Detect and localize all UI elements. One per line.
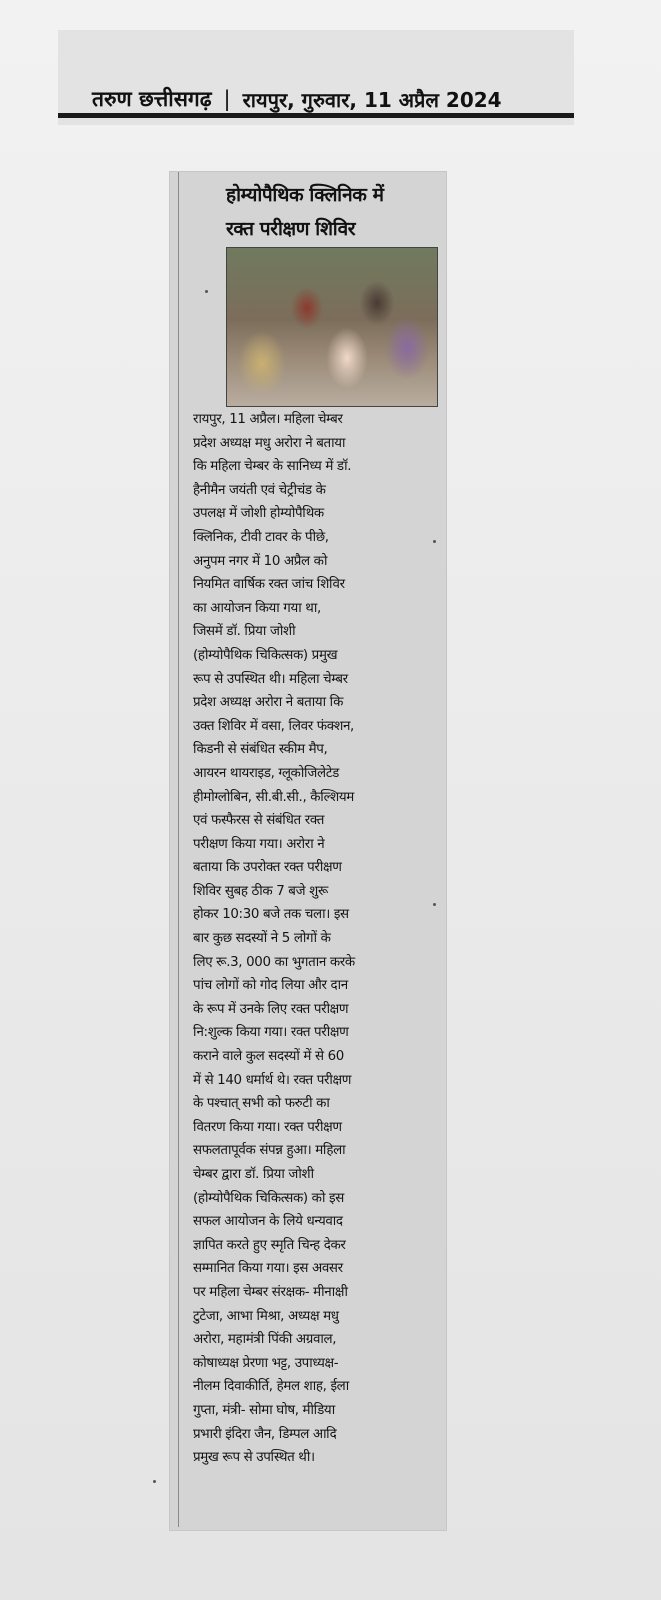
article-headline [226,178,438,246]
speck [153,1480,156,1483]
masthead-separator: | [223,87,231,111]
article-body: रायपुर, 11 अप्रैल। महिला चेम्बर प्रदेश अध्यक्ष मधु अरोरा ने बताया कि महिला चेम्बर के सानिध्य में डॉ. हैनीमैन जयंती एवं चेट्रीचंड के उपलक्ष में जोशी होम्योपैथिक क्लिनिक, टीवी टावर के पीछे, अनुपम नगर में 10 अप्रैल को नियमित वार्षिक रक्त जांच शिविर का आयोजन किया गया था, जिसमें डॉ. प्रिया जोशी (होम्योपैथिक चिकित्सक) प्रमुख रूप से उपस्थित थी। महिला चेम्बर प्रदेश अध्यक्ष अरोरा ने बताया कि उक्त शिविर में वसा, लिवर फंक्शन, किडनी से संबंधित स्कीम मैप, आयरन थायराइड, ग्लूकोजिलेटेड हीमोग्लोबिन, सी.बी.सी., कैल्शियम एवं फस्फैरस से संबंधित रक्त परीक्षण किया गया। अरोरा ने बताया कि उपरोक्त रक्त परीक्षण शिविर सुबह ठीक 7 बजे शुरू होकर 10:30 बजे तक चला। इस बार कुछ सदस्यों ने 5 लोगों के लिए रू.3, 000 का भुगतान करके पांच लोगों को गोद लिया और दान के रूप में उनके लिए रक्त परीक्षण नि:शुल्क किया गया। रक्त परीक्षण कराने वाले कुल सदस्यों में से 60 में से 140 धर्मार्थ थे। रक्त परीक्षण के पश्चात् सभी को फरुटी का वितरण किया गया। रक्त परीक्षण सफलतापूर्वक संपन्न हुआ। महिला चेम्बर द्वारा डॉ. प्रिया जोशी (होम्योपैथिक चिकित्सक) को इस सफल आयोजन के लिये धन्यवाद ज्ञापित करते हुए स्मृति चिन्ह देकर सम्मानित किया गया। इस अवसर पर महिला चेम्बर संरक्षक- मीनाक्षी टुटेजा, आभा मिश्रा, अध्यक्ष मधु अरोरा, महामंत्री पिंकी अग्रवाल, कोषाध्यक्ष प्रेरणा भट्ट, उपाध्यक्ष- नीलम दिवाकीर्ति, हेमल शाह, ईला गुप्ता, मंत्री- सोमा घोष, मीडिया प्रभारी इंदिरा जैन, डिम्पल आदि प्रमुख रूप से उपस्थित थी। [193,412,355,1466]
dateline: रायपुर, गुरुवार, 11 अप्रैल 2024 [242,87,502,112]
article-photo [226,247,438,407]
headline-line-2: रक्त परीक्षण शिविर [226,218,356,240]
masthead-rule [58,113,574,118]
masthead [92,84,562,114]
speck [205,290,208,293]
speck [433,540,436,543]
paper-name: तरुण छत्तीसगढ़ [92,87,212,111]
speck [433,903,436,906]
column-rule [178,172,179,1527]
headline-line-1: होम्योपैथिक क्लिनिक में [226,184,384,206]
